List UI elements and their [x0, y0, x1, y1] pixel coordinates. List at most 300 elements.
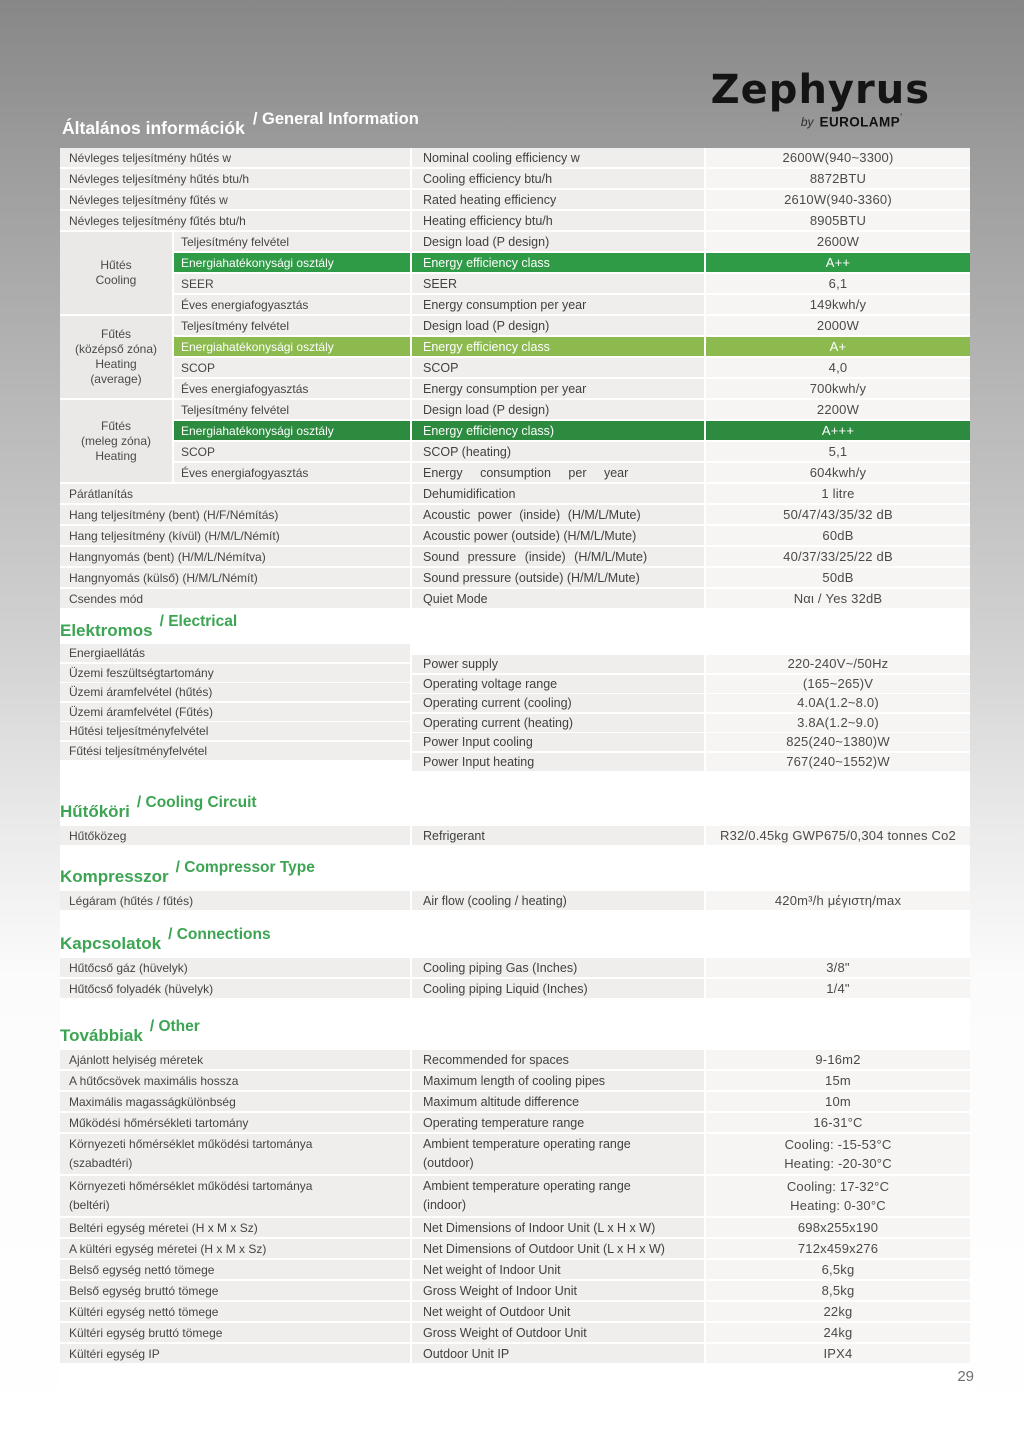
text-line: 2000W [816, 317, 860, 333]
text-line: A++ [825, 254, 851, 270]
text-line: Éves energiafogyasztás [181, 381, 309, 396]
row-label-hu [174, 442, 410, 461]
electrical-table [60, 644, 970, 772]
section-connections [60, 926, 970, 998]
text-line: Hűtési teljesítményfelvétel [69, 724, 209, 738]
row-label-en [412, 358, 704, 377]
row-value [706, 826, 970, 845]
text-line: Design load (P design) [423, 402, 550, 417]
text-line: 9-16m2 [815, 1051, 861, 1067]
row-value [706, 1218, 970, 1237]
row-label-hu [60, 979, 410, 998]
row-label-en [412, 316, 704, 335]
row-value [706, 714, 970, 732]
text-line: Sound pressure (outside) (H/M/L/Mute) [423, 570, 640, 585]
section-title-hu: Kompresszor [60, 867, 169, 886]
table-row [60, 547, 970, 566]
row-label-hu [60, 1050, 410, 1069]
text-line: Teljesítmény felvétel [181, 234, 290, 249]
section-title-en: / Cooling Circuit [136, 794, 257, 811]
row-label-hu [60, 1260, 410, 1279]
group-label-line: Heating [95, 448, 137, 463]
text-line: Energiahatékonysági osztály [181, 339, 334, 354]
row-value [706, 1092, 970, 1111]
text-line: 2200W [816, 401, 860, 417]
text-line: 2610W(940-3360) [784, 191, 892, 207]
electrical-hu-labels [60, 644, 410, 772]
row-value [706, 421, 970, 440]
table-row [60, 1239, 970, 1258]
table-row [60, 589, 970, 608]
text-line: 2600W(940~3300) [782, 149, 894, 165]
row-label-en [412, 1134, 704, 1174]
text-line: SCOP [423, 360, 459, 375]
row-value [706, 337, 970, 356]
text-line: Energiahatékonysági osztály [181, 423, 334, 438]
text-line: Net weight of Indoor Unit [423, 1262, 561, 1277]
section-title-hu: Hűtőköri [60, 802, 130, 821]
table-row [174, 295, 970, 314]
text-line: A hűtőcsövek maximális hossza [69, 1073, 239, 1088]
row-label-hu [60, 1092, 410, 1111]
row-label-hu [60, 547, 410, 566]
table-row [174, 463, 970, 482]
text-line: Heating: -20-30°C [784, 1156, 892, 1171]
row-label-en [412, 1344, 704, 1363]
table-row [60, 1092, 970, 1111]
text-line: Cooling efficiency btu/h [423, 171, 553, 186]
text-line: Net weight of Outdoor Unit [423, 1304, 571, 1319]
row-label-hu [174, 337, 410, 356]
row-label-en [412, 1113, 704, 1132]
row-label-hu [60, 169, 410, 188]
row-value [706, 1344, 970, 1363]
text-line: 3.8A(1.2~9.0) [797, 714, 879, 730]
row-label-en [412, 1302, 704, 1321]
text-line: Cooling: -15-53°C [784, 1137, 892, 1152]
text-line: Kültéri egység IP [69, 1346, 160, 1361]
group-label [60, 232, 172, 314]
group-label-line: Fűtés [100, 327, 131, 341]
row-label-en [412, 1092, 704, 1111]
text-line: (outdoor) [423, 1156, 474, 1170]
section-title-en: / Connections [168, 926, 271, 943]
row-label-en [412, 1071, 704, 1090]
text-line: Air flow (cooling / heating) [423, 893, 567, 908]
text-line: Power Input cooling [423, 735, 533, 749]
table-row [60, 958, 970, 977]
text-line: 4,0 [828, 359, 848, 375]
table-row [60, 505, 970, 524]
row-label-hu [174, 379, 410, 398]
text-line: Teljesítmény felvétel [181, 402, 290, 417]
text-line: Rated heating efficiency [423, 192, 557, 207]
table-row [60, 1344, 970, 1363]
row-label-hu [60, 148, 410, 167]
text-line: Heating: 0-30°C [790, 1198, 886, 1213]
section-other [60, 1018, 970, 1363]
text-line: 50dB [822, 569, 854, 585]
text-line: Outdoor Unit IP [423, 1346, 510, 1361]
text-line: Operating voltage range [423, 676, 558, 691]
group-label-line: Heating [95, 357, 137, 371]
row-label-en [412, 232, 704, 251]
row-label-hu [60, 1281, 410, 1300]
byline-prefix: by [800, 115, 814, 130]
row-label-en [412, 253, 704, 272]
row-label-en [412, 1323, 704, 1342]
row-value [706, 589, 970, 608]
row-value [706, 526, 970, 545]
text-line: Sound pressure (inside) (H/M/L/Mute) [423, 549, 648, 564]
row-label-hu [60, 1302, 410, 1321]
text-line: 712x459x276 [797, 1240, 879, 1256]
row-value [706, 675, 970, 693]
text-line: 6,1 [828, 275, 848, 291]
row-label-hu [60, 683, 410, 701]
section-title-electrical [60, 613, 970, 641]
table-row [412, 655, 970, 673]
row-label-hu [174, 463, 410, 482]
row-label-hu [60, 526, 410, 545]
general-information-table [60, 148, 970, 608]
table-row [60, 1323, 970, 1342]
row-label-hu [60, 826, 410, 845]
text-line: Ambient temperature operating range [423, 1137, 631, 1151]
row-value [706, 1239, 970, 1258]
text-line: Energy consumption per year [423, 465, 629, 480]
row-label-hu [60, 589, 410, 608]
row-value [706, 169, 970, 188]
section-title-hu: Általános információk [62, 118, 245, 138]
row-label-hu [60, 484, 410, 503]
text-line: (szabadtéri) [69, 1156, 133, 1170]
text-line: Környezeti hőmérséklet működési tartománya [69, 1179, 313, 1193]
text-line: SCOP (heating) [423, 444, 512, 459]
text-line: Energy consumption per year [423, 297, 587, 312]
text-line: Hangnyomás (külső) (H/M/L/Némít) [69, 570, 258, 585]
text-line: Névleges teljesítmény hűtés btu/h [69, 171, 250, 186]
row-label-hu [60, 1071, 410, 1090]
text-line: Hűtőcső gáz (hüvelyk) [69, 960, 188, 975]
section-title-en: / Other [149, 1018, 200, 1035]
row-label-en [412, 733, 704, 751]
cooling-circuit-table [60, 826, 970, 845]
text-line: 8,5kg [821, 1282, 855, 1298]
row-value [706, 1050, 970, 1069]
group-label-line: Hűtés [100, 258, 132, 272]
section-title-connections [60, 926, 970, 954]
table-row [60, 1134, 970, 1174]
row-label-en [412, 463, 704, 482]
table-row [60, 826, 970, 845]
table-row [60, 1281, 970, 1300]
row-label-en [412, 190, 704, 209]
other-table [60, 1050, 970, 1363]
text-line: Hangnyomás (bent) (H/M/L/Némítva) [69, 549, 266, 564]
section-title-en: / Compressor Type [175, 859, 315, 876]
row-value [706, 1071, 970, 1090]
row-label-hu [60, 1113, 410, 1132]
table-row [60, 526, 970, 545]
row-label-en [412, 826, 704, 845]
group-rows [174, 400, 970, 484]
row-value [706, 295, 970, 314]
group-label [60, 316, 172, 398]
text-line: 700kwh/y [809, 380, 867, 396]
brand-logo [710, 67, 930, 131]
text-line: 698x255x190 [797, 1219, 879, 1235]
group-label-line: (középső zóna) [74, 342, 158, 356]
row-label-en [412, 655, 704, 673]
text-line: Cooling piping Gas (Inches) [423, 960, 578, 975]
text-line: (165~265)V [802, 675, 874, 691]
text-line: (indoor) [423, 1198, 467, 1212]
table-row [60, 1050, 970, 1069]
row-value [706, 148, 970, 167]
text-line: (beltéri) [69, 1198, 110, 1212]
text-line: Acoustic power (inside) (H/M/L/Mute) [423, 507, 641, 522]
text-line: 825(240~1380)W [786, 734, 890, 749]
trademark-tick: ’ [900, 112, 902, 122]
row-label-en [412, 547, 704, 566]
row-value [706, 274, 970, 293]
row-value [706, 1134, 970, 1174]
row-label-en [412, 1176, 704, 1216]
text-line: 8872BTU [809, 170, 867, 186]
row-label-hu [60, 891, 410, 910]
table-row [174, 358, 970, 377]
row-label-en [412, 714, 704, 732]
table-row [174, 442, 970, 461]
row-label-hu [60, 1323, 410, 1342]
row-label-hu [174, 421, 410, 440]
row-value [706, 979, 970, 998]
row-label-hu [60, 505, 410, 524]
group-label-line: (average) [90, 372, 142, 386]
text-line: Üzemi feszültségtartomány [69, 665, 214, 680]
text-line: Belső egység nettó tömege [69, 1262, 215, 1277]
row-value [706, 442, 970, 461]
text-line: Éves energiafogyasztás [181, 297, 309, 312]
row-value [706, 316, 970, 335]
text-line: Energiaellátás [69, 646, 146, 660]
row-label-en [412, 1260, 704, 1279]
text-line: Hűtőcső folyadék (hüvelyk) [69, 981, 214, 996]
text-line: A+ [829, 338, 847, 354]
section-electrical [60, 613, 970, 772]
text-line: 50/47/43/35/32 dB [783, 506, 893, 522]
text-line: Hang teljesítmény (kívül) (H/M/L/Némít) [69, 528, 280, 543]
text-line: Gross Weight of Outdoor Unit [423, 1325, 587, 1340]
section-title-en: / Electrical [159, 613, 238, 630]
text-line: Gross Weight of Indoor Unit [423, 1283, 578, 1298]
text-line: Dehumidification [423, 486, 516, 501]
text-line: A kültéri egység méretei (H x M x Sz) [69, 1241, 267, 1256]
row-label-hu [174, 358, 410, 377]
row-label-hu [60, 664, 410, 682]
section-title-hu: Kapcsolatok [60, 934, 162, 953]
table-group [60, 400, 970, 484]
text-line: 420m³/h μέγιστη/max [774, 892, 902, 908]
row-label-en [412, 337, 704, 356]
text-line: Power supply [423, 657, 499, 671]
text-line: Csendes mód [69, 591, 144, 606]
text-line: Energy consumption per year [423, 381, 587, 396]
row-value [706, 1323, 970, 1342]
text-line: Nominal cooling efficiency w [423, 150, 580, 165]
row-label-hu [60, 1134, 410, 1174]
row-value [706, 211, 970, 230]
row-label-hu [60, 190, 410, 209]
table-row [60, 211, 970, 230]
text-line: Éves energiafogyasztás [181, 465, 309, 480]
row-value [706, 400, 970, 419]
section-compressor [60, 859, 970, 910]
row-value [706, 253, 970, 272]
text-line: Cooling piping Liquid (Inches) [423, 981, 588, 996]
row-label-hu [174, 316, 410, 335]
text-line: SEER [181, 276, 214, 291]
text-line: Acoustic power (outside) (H/M/L/Mute) [423, 528, 637, 543]
table-row [60, 568, 970, 587]
text-line: Net Dimensions of Outdoor Unit (L x H x W) [423, 1241, 665, 1256]
row-label-hu [174, 295, 410, 314]
table-row [174, 274, 970, 293]
text-line: 6,5kg [821, 1261, 855, 1277]
text-line: Operating current (cooling) [423, 696, 572, 710]
section-title-en: / General Information [252, 110, 419, 128]
text-line: 4.0A(1.2~8.0) [797, 695, 879, 710]
text-line: 60dB [822, 527, 854, 543]
row-label-en [412, 505, 704, 524]
row-label-en [412, 958, 704, 977]
text-line: 5,1 [828, 443, 848, 459]
table-row [60, 891, 970, 910]
row-label-en [412, 274, 704, 293]
text-line: Ambient temperature operating range [423, 1179, 631, 1193]
text-line: Légáram (hűtés / fűtés) [69, 893, 194, 908]
brand-logo-text: Zephyrus [710, 67, 930, 113]
text-line: Maximum altitude difference [423, 1094, 580, 1109]
page-number: 29 [957, 1368, 974, 1385]
table-row [60, 169, 970, 188]
content-panel [60, 148, 970, 1425]
text-line: Fűtési teljesítményfelvétel [69, 743, 208, 758]
text-line: A+++ [821, 422, 855, 438]
text-line: Környezeti hőmérséklet működési tartománya [69, 1137, 313, 1151]
table-row [60, 1218, 970, 1237]
table-row [174, 316, 970, 335]
table-row [174, 337, 970, 356]
text-line: Energy efficiency class [423, 339, 550, 354]
text-line: Beltéri egység méretei (H x M x Sz) [69, 1220, 258, 1235]
row-label-en [412, 400, 704, 419]
text-line: R32/0.45kg GWP675/0,304 tonnes Co2 [720, 827, 956, 843]
group-label [60, 400, 172, 482]
row-value [706, 568, 970, 587]
row-value [706, 1176, 970, 1216]
text-line: Névleges teljesítmény fűtés w [69, 192, 228, 207]
text-line: Maximum length of cooling pipes [423, 1073, 606, 1088]
row-value [706, 753, 970, 771]
text-line: 1/4" [826, 980, 850, 996]
text-line: Hang teljesítmény (bent) (H/F/Némítás) [69, 507, 279, 522]
group-label-line: Cooling [95, 273, 137, 287]
table-row [412, 733, 970, 751]
row-label-en [412, 694, 704, 712]
group-rows [174, 316, 970, 400]
row-label-hu [174, 400, 410, 419]
brand-byline [711, 112, 902, 131]
text-line: 8905BTU [809, 212, 867, 228]
table-row [60, 190, 970, 209]
text-line: Operating current (heating) [423, 715, 574, 730]
text-line: 767(240~1552)W [786, 753, 890, 769]
row-label-en [412, 211, 704, 230]
row-value [706, 891, 970, 910]
table-row [412, 753, 970, 771]
row-label-en [412, 295, 704, 314]
row-label-en [412, 421, 704, 440]
table-row [412, 675, 970, 693]
byline-brand: EUROLAMP [819, 114, 900, 130]
text-line: Design load (P design) [423, 234, 550, 249]
row-label-hu [60, 703, 410, 721]
text-line: SEER [423, 276, 458, 291]
row-label-en [412, 753, 704, 771]
row-label-en [412, 675, 704, 693]
table-row [412, 714, 970, 732]
text-line: Energy efficiency class [423, 255, 550, 270]
row-label-en [412, 484, 704, 503]
table-row [60, 1113, 970, 1132]
text-line: 22kg [823, 1303, 853, 1319]
table-row [174, 400, 970, 419]
table-row [60, 1176, 970, 1216]
row-label-hu [174, 253, 410, 272]
row-label-hu [60, 722, 410, 740]
group-rows [174, 232, 970, 316]
text-line: Ajánlott helyiség méretek [69, 1052, 204, 1067]
text-line: 3/8" [826, 959, 850, 975]
text-line: Power Input heating [423, 754, 535, 769]
row-label-en [412, 589, 704, 608]
row-value [706, 379, 970, 398]
text-line: Energy efficiency class) [423, 423, 555, 438]
row-value [706, 694, 970, 712]
row-value [706, 958, 970, 977]
electrical-en-rows [412, 655, 970, 772]
table-row [60, 1260, 970, 1279]
text-line: IPX4 [823, 1345, 853, 1361]
text-line: Quiet Mode [423, 591, 488, 606]
text-line: SCOP [181, 444, 216, 459]
group-label-line: Fűtés [100, 418, 131, 433]
row-value [706, 463, 970, 482]
row-label-hu [60, 644, 410, 662]
row-label-en [412, 1281, 704, 1300]
row-label-en [412, 379, 704, 398]
text-line: Energiahatékonysági osztály [181, 255, 334, 270]
section-title-hu: Elektromos [60, 621, 153, 640]
text-line: Refrigerant [423, 828, 485, 843]
text-line: 604kwh/y [809, 464, 867, 480]
text-line: Működési hőmérsékleti tartomány [69, 1115, 249, 1130]
table-group [60, 316, 970, 400]
row-label-hu [174, 274, 410, 293]
row-label-en [412, 568, 704, 587]
